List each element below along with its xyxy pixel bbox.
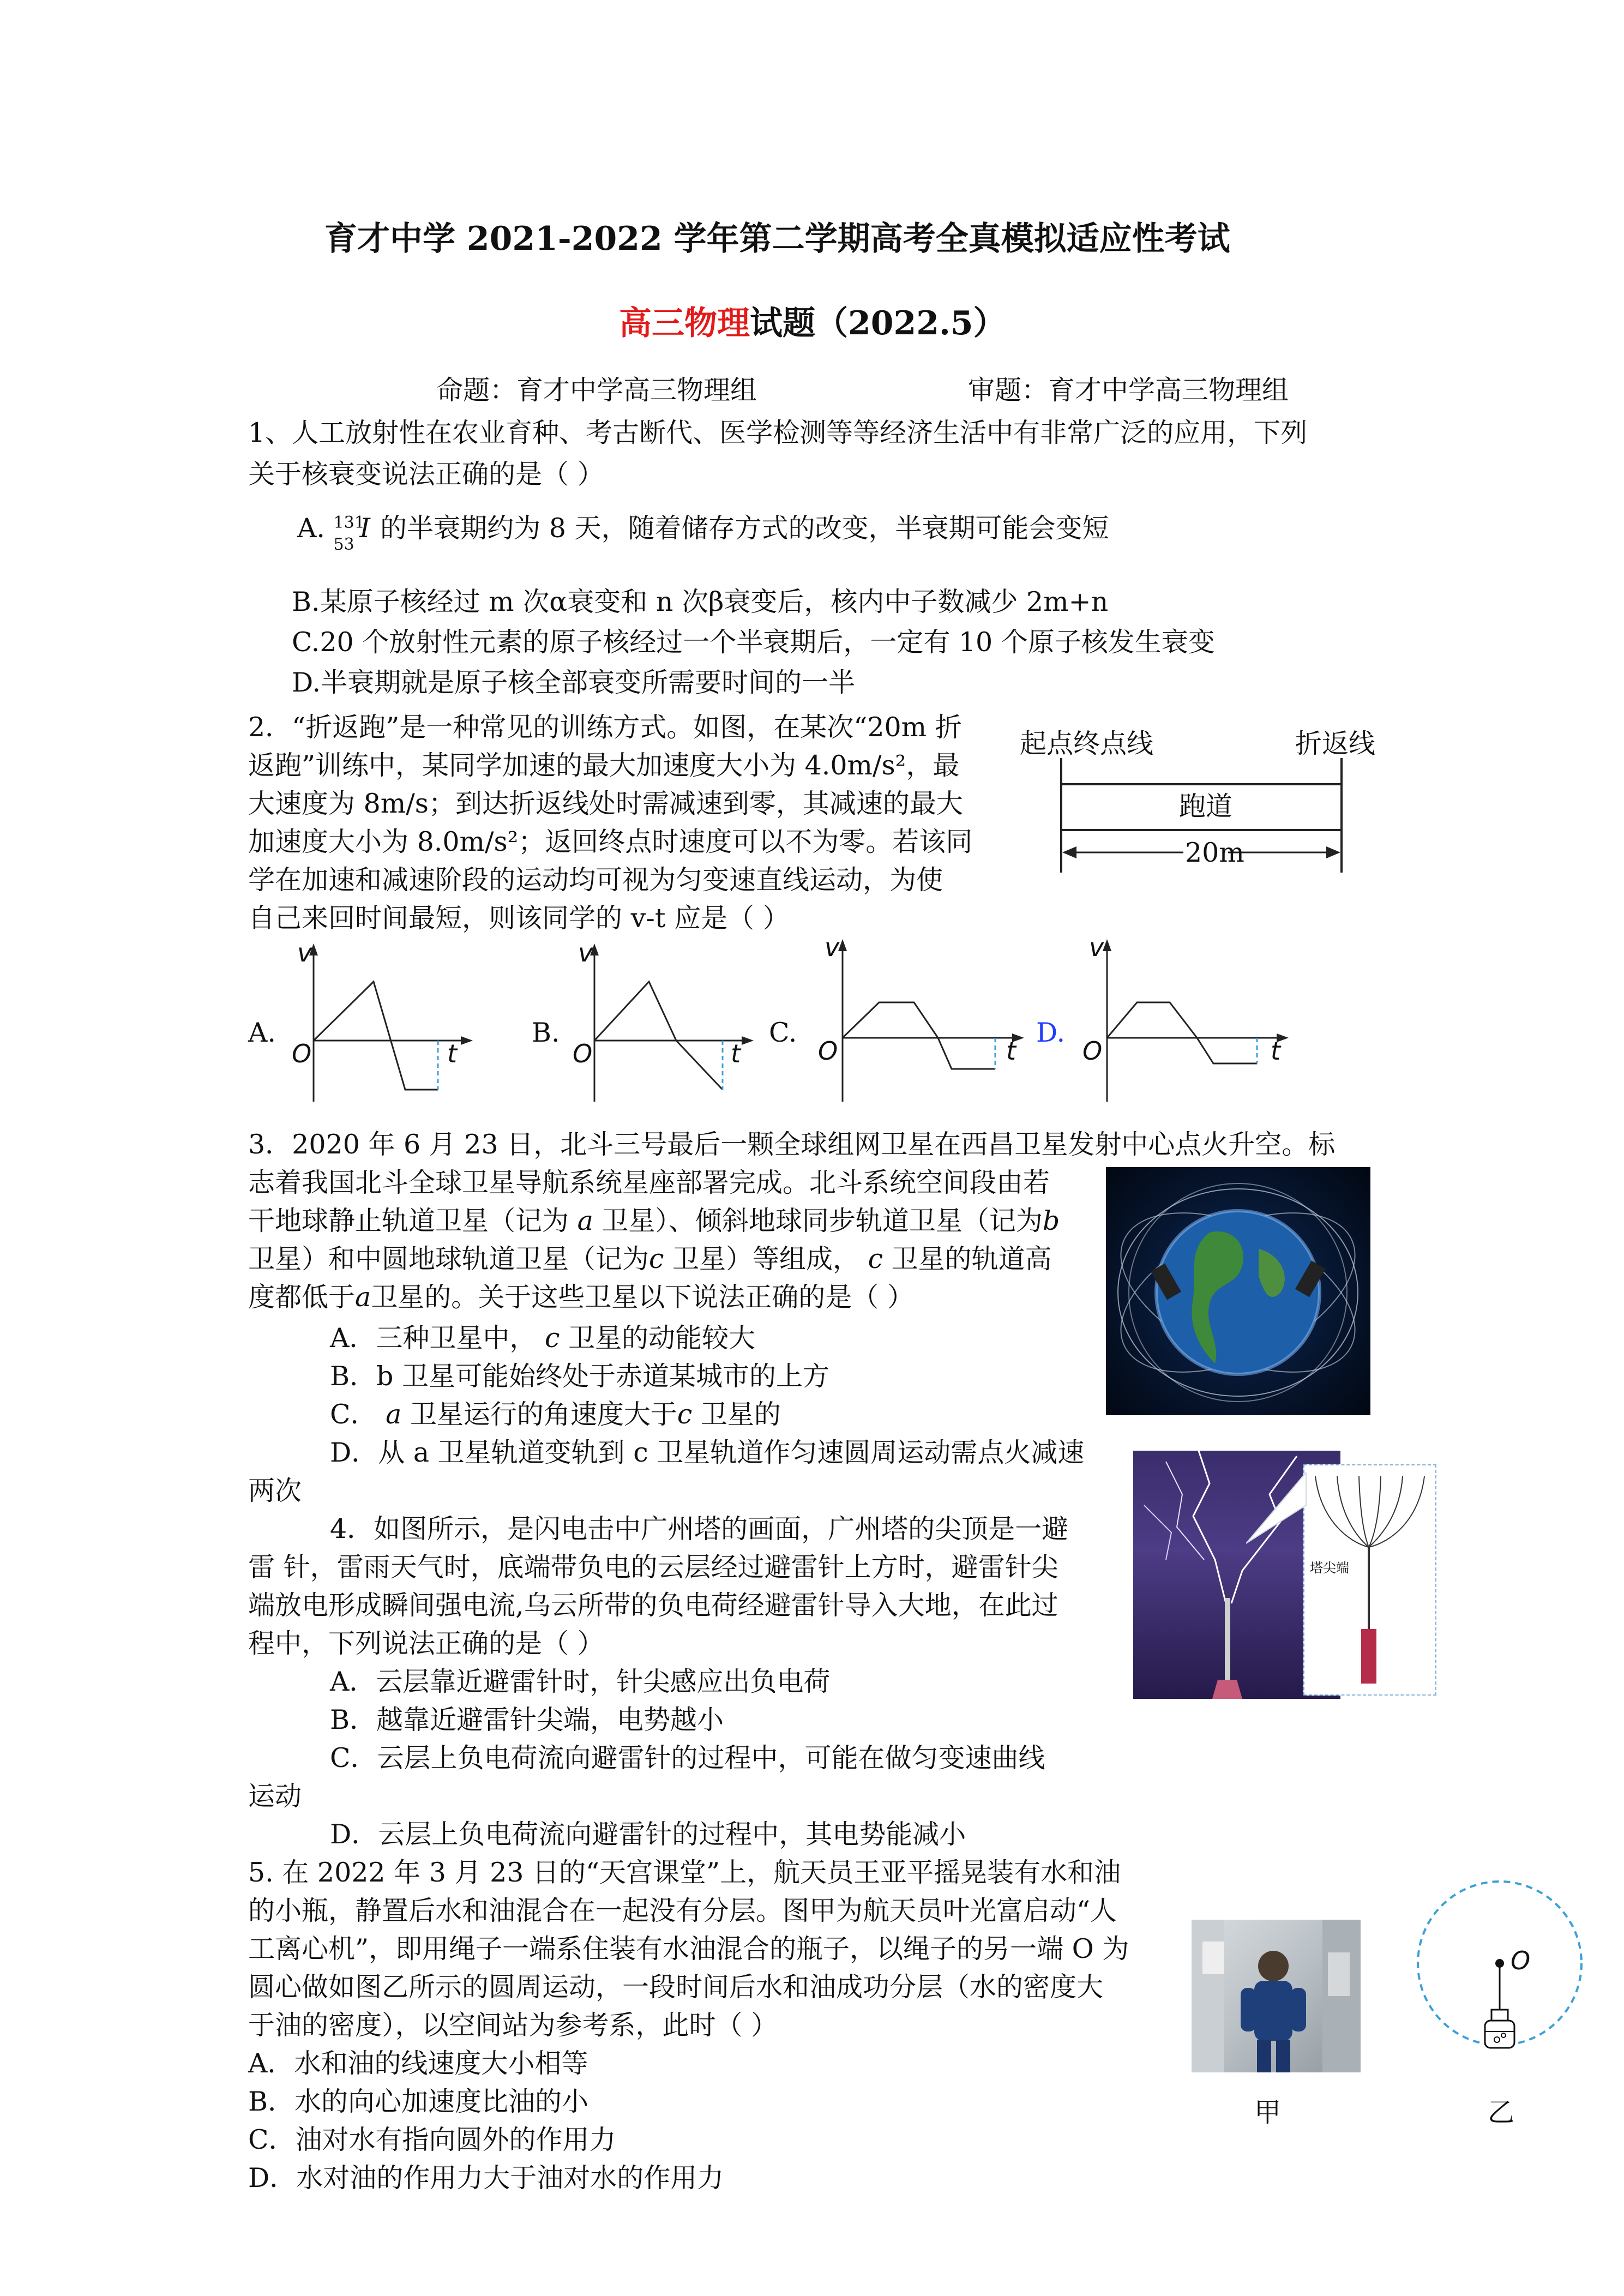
q3-line4: [248, 1241, 1052, 1278]
tower-tip-label: 塔尖端: [1310, 1560, 1349, 1576]
q4-line3: 端放电形成瞬间强电流,乌云所带的负电荷经避雷针导入大地，在此过: [248, 1590, 1058, 1621]
q5-option-b: B．水的向心加速度比油的小: [248, 2086, 589, 2117]
q3-option-d-line2: 两次: [248, 1475, 302, 1506]
var-c: c: [868, 1243, 883, 1275]
q4-line1: 4．如图所示，是闪电击中广州塔的画面，广州塔的尖顶是一避: [330, 1513, 1069, 1544]
beidou-satellite-image: [1106, 1167, 1370, 1415]
q3-line5b: 卫星的。关于这些卫星以下说法正确的是（ ）: [371, 1282, 914, 1313]
q3-line3b: 卫星）、倾斜地球同步轨道卫星（记为: [593, 1205, 1043, 1236]
q3-line4a: 卫星）和中圆地球轨道卫星（记为: [248, 1243, 649, 1275]
q3-c-pre: C．: [330, 1399, 386, 1430]
figure-jia-caption: 甲: [1254, 2097, 1282, 2128]
exam-title: 育才中学 2021-2022 学年第二学期高考全真模拟适应性考试: [324, 220, 1230, 258]
turnaround-line-label: 折返线: [1295, 728, 1376, 759]
q3-a-post: 卫星的动能较大: [560, 1323, 755, 1354]
tower-tip-diagram: [1304, 1465, 1435, 1694]
reviewer-line: 审题：育才中学高三物理组: [968, 375, 1289, 406]
q4-option-b: B．越靠近避雷针尖端，电势越小: [330, 1704, 724, 1735]
q2-line2: 返跑”训练中，某同学加速的最大加速度大小为 4.0m/s²，最: [248, 750, 960, 781]
track-diagram: [1020, 725, 1402, 878]
q4-line2: 雷 针，雷雨天气时，底端带负电的云层经过避雷针上方时，避雷针尖: [248, 1552, 1058, 1583]
graph-d-origin-label: O: [1082, 1036, 1103, 1066]
graph-b-t-label: t: [731, 1039, 741, 1068]
q3-c-post: 卫星的: [692, 1399, 781, 1430]
graph-c-v-label: v: [825, 933, 840, 962]
vt-graph-d-plot: [1082, 933, 1295, 1107]
q5-line4: 圆心做如图乙所示的圆周运动，一段时间后水和油成功分层（水的密度大: [248, 1972, 1104, 2003]
q3-line4b: 卫星）等组成，: [664, 1243, 868, 1275]
var-c: c: [544, 1323, 560, 1354]
var-b: b: [1042, 1205, 1060, 1236]
subject-name: 高三物理: [619, 304, 750, 342]
nuclide-symbol: I: [359, 512, 370, 544]
q2-line5: 学在加速和减速阶段的运动均可视为匀变速直线运动，为使: [248, 864, 943, 895]
q5-option-c: C．油对水有指向圆外的作用力: [248, 2124, 616, 2155]
q5-line3: 工离心机”，即用绳子一端系住装有水油混合的瓶子，以绳子的另一端 O 为: [248, 1933, 1129, 1964]
q3-line2: 志着我国北斗全球卫星导航系统星座部署完成。北斗系统空间段由若: [248, 1167, 1050, 1198]
q3-line3: [248, 1203, 1060, 1240]
centrifuge-svg: [1415, 1876, 1590, 2051]
vt-graph-a: [292, 938, 477, 1107]
q1-option-a: [297, 510, 1109, 554]
var-a: a: [577, 1205, 593, 1236]
q1-option-b: B.某原子核经过 m 次α衰变和 n 次β衰变后，核内中子数减少 2m+n: [292, 586, 1109, 617]
exam-subtitle: [619, 302, 1006, 345]
var-c: c: [649, 1243, 664, 1275]
q5-option-a: A．水和油的线速度大小相等: [248, 2048, 588, 2079]
q2-option-a-letter[interactable]: A.: [248, 1017, 276, 1048]
figure-yi-caption: 乙: [1488, 2097, 1515, 2128]
q5-line2: 的小瓶，静置后水和油混合在一起没有分层。图甲为航天员叶光富启动“人: [248, 1895, 1117, 1926]
q3-a-pre: A．三种卫星中，: [330, 1323, 545, 1354]
inset-pointer: [1246, 1472, 1322, 1549]
astronaut-illustration: [1192, 1920, 1361, 2072]
vt-graph-d: [1082, 933, 1295, 1107]
q5-option-d: D．水对油的作用力大于油对水的作用力: [248, 2162, 724, 2193]
graph-a-origin-label: O: [292, 1039, 312, 1068]
q3-line4c: 卫星的轨道高: [883, 1243, 1052, 1275]
q4-option-d: D．云层上负电荷流向避雷针的过程中，其电势能减小: [330, 1819, 966, 1850]
vt-graph-b-plot: [573, 938, 758, 1107]
q1-option-c: C.20 个放射性元素的原子核经过一个半衰期后，一定有 10 个原子核发生衰变: [292, 627, 1215, 658]
q5-line5: 于油的密度），以空间站为参考系，此时（ ）: [248, 2010, 778, 2041]
q2-line6: 自己来回时间最短，则该同学的 v-t 应是（ ）: [248, 903, 790, 934]
centrifuge-diagram: [1415, 1876, 1590, 2051]
graph-c-origin-label: O: [818, 1036, 838, 1066]
var-a: a: [355, 1282, 371, 1313]
q3-option-a: [330, 1320, 755, 1357]
q4-line4: 程中，下列说法正确的是（ ）: [248, 1628, 604, 1659]
q2-line4: 加速度大小为 8.0m/s²；返回终点时速度可以不为零。若该同: [248, 826, 973, 857]
space-station-photo: [1192, 1920, 1361, 2072]
q1-option-d: D.半衰期就是原子核全部衰变所需要时间的一半: [292, 667, 856, 698]
q3-line1: 3．2020 年 6 月 23 日，北斗三号最后一颗全球组网卫星在西昌卫星发射中心点火升空。标: [248, 1129, 1336, 1160]
q3-line5a: 度都低于: [248, 1282, 356, 1313]
vt-graph-c: [818, 933, 1031, 1107]
q2-option-b-letter[interactable]: B.: [532, 1017, 560, 1048]
q3-line5: [248, 1279, 914, 1316]
nuclide-atomic-number: 53: [333, 534, 354, 554]
q4-option-a: A．云层靠近避雷针时，针尖感应出负电荷: [330, 1666, 831, 1697]
iodine-nuclide: [333, 512, 372, 554]
graph-b-v-label: v: [578, 938, 593, 967]
subtitle-rest: 试题（2022.5）: [750, 304, 1006, 342]
graph-d-v-label: v: [1089, 933, 1104, 962]
vt-graph-b: [573, 938, 758, 1107]
q2-line3: 大速度为 8m/s；到达折返线处时需减速到零，其减速的最大: [248, 788, 963, 819]
q1-stem-line1: 1、人工放射性在农业育种、考古断代、医学检测等等经济生活中有非常广泛的应用，下列: [248, 417, 1308, 448]
q1-a-text: 的半衰期约为 8 天，随着储存方式的改变，半衰期可能会变短: [380, 513, 1109, 544]
circle-center-label: O: [1511, 1946, 1531, 1975]
earth-orbits-illustration: [1106, 1167, 1370, 1415]
q2-option-d-letter[interactable]: D.: [1036, 1017, 1066, 1048]
nuclide-mass-number: 131: [333, 513, 365, 532]
track-distance-label: 20m: [1185, 837, 1244, 868]
graph-c-t-label: t: [1006, 1036, 1016, 1066]
graph-b-origin-label: O: [573, 1039, 593, 1068]
var-c: c: [677, 1399, 693, 1430]
author-line: 命题：育才中学高三物理组: [436, 375, 757, 406]
q3-option-d-line1: D．从 a 卫星轨道变轨到 c 卫星轨道作匀速圆周运动需点火减速: [330, 1437, 1085, 1468]
vt-graph-c-plot: [818, 933, 1031, 1107]
graph-d-t-label: t: [1271, 1036, 1281, 1066]
q3-c-mid: 卫星运行的角速度大于: [401, 1399, 677, 1430]
q3-line3a: 干地球静止轨道卫星（记为: [248, 1205, 578, 1236]
tower-tip-inset: [1303, 1464, 1436, 1696]
q4-option-c-line1: C．云层上负电荷流向避雷针的过程中，可能在做匀变速曲线: [330, 1742, 1045, 1774]
var-a: a: [386, 1399, 402, 1430]
q3-option-b: B．b 卫星可能始终处于赤道某城市的上方: [330, 1361, 829, 1392]
graph-a-t-label: t: [447, 1039, 458, 1068]
q4-option-c-line2: 运动: [248, 1781, 302, 1812]
start-finish-line-label: 起点终点线: [1020, 728, 1154, 759]
vt-graph-a-plot: [292, 938, 477, 1107]
q2-line1: 2．“折返跑”是一种常见的训练方式。如图，在某次“20m 折: [248, 712, 962, 743]
q2-option-c-letter[interactable]: C.: [769, 1017, 797, 1048]
q5-line1: 5. 在 2022 年 3 月 23 日的“天宫课堂”上，航天员王亚平摇晃装有水和油: [248, 1857, 1121, 1888]
q1-stem-line2: 关于核衰变说法正确的是（ ）: [248, 459, 604, 490]
graph-a-v-label: v: [297, 938, 312, 967]
track-label: 跑道: [1179, 791, 1233, 822]
q3-option-c: [330, 1396, 781, 1433]
q1-a-prefix: A.: [297, 513, 325, 544]
